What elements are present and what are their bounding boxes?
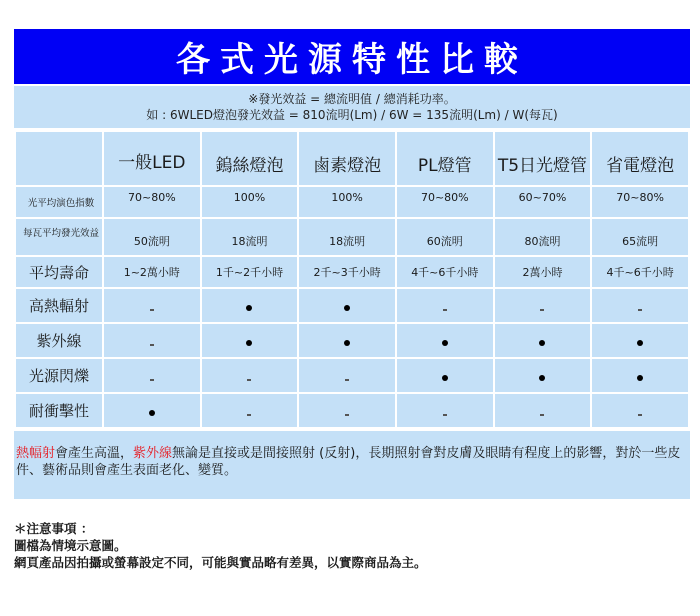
table-cell: 4千~6千小時 bbox=[396, 256, 494, 288]
table-cell: 65流明 bbox=[591, 218, 689, 256]
table-cell: 18流明 bbox=[298, 218, 396, 256]
mark-cell bbox=[298, 288, 396, 323]
mark-cell bbox=[494, 323, 592, 358]
table-cell: 60~70% bbox=[494, 186, 592, 218]
mark-cell bbox=[494, 393, 592, 428]
mark-cell bbox=[396, 358, 494, 393]
term-uv: 紫外線 bbox=[133, 446, 173, 461]
mark-cell bbox=[396, 323, 494, 358]
header-row bbox=[15, 131, 689, 186]
col-header-halogen: 鹵素燈泡 bbox=[298, 131, 396, 186]
table-cell: 2千~3千小時 bbox=[298, 256, 396, 288]
mark-cell bbox=[396, 288, 494, 323]
bullet-yes-icon bbox=[637, 375, 643, 381]
table-cell: 60流明 bbox=[396, 218, 494, 256]
table-row-uv bbox=[15, 323, 689, 358]
mark-cell bbox=[103, 393, 201, 428]
table-cell: 2萬小時 bbox=[494, 256, 592, 288]
row-label: 光源閃爍 bbox=[15, 358, 103, 393]
col-header-tungsten: 鎢絲燈泡 bbox=[201, 131, 299, 186]
disclaimer-notes bbox=[14, 520, 427, 571]
row-label: 紫外線 bbox=[15, 323, 103, 358]
formula-box bbox=[14, 86, 690, 128]
mark-cell bbox=[201, 393, 299, 428]
corner-cell bbox=[15, 131, 103, 186]
dash-no-icon bbox=[345, 379, 349, 381]
col-header-led: 一般LED bbox=[103, 131, 201, 186]
table-row-lifespan bbox=[15, 256, 689, 288]
row-label: 每瓦平均發光效益 bbox=[15, 218, 103, 256]
formula-definition: ※發光效益 = 總流明值 / 總消耗功率。 bbox=[248, 92, 456, 106]
bullet-yes-icon bbox=[442, 375, 448, 381]
mark-cell bbox=[201, 288, 299, 323]
col-header-t5-tube: T5日光燈管 bbox=[494, 131, 592, 186]
bullet-yes-icon bbox=[149, 410, 155, 416]
dash-no-icon bbox=[540, 309, 544, 311]
mark-cell bbox=[494, 288, 592, 323]
dash-no-icon bbox=[540, 414, 544, 416]
dash-no-icon bbox=[247, 414, 251, 416]
table-row-flicker bbox=[15, 358, 689, 393]
term-heat-radiation: 熱幅射 bbox=[16, 446, 56, 461]
mark-cell bbox=[591, 358, 689, 393]
table-cell: 50流明 bbox=[103, 218, 201, 256]
explanation-text-1: 會產生高溫， bbox=[55, 446, 134, 461]
comparison-sheet bbox=[14, 29, 690, 499]
table-cell: 100% bbox=[201, 186, 299, 218]
bullet-yes-icon bbox=[539, 340, 545, 346]
dash-no-icon bbox=[247, 379, 251, 381]
row-label: 平均壽命 bbox=[15, 256, 103, 288]
mark-cell bbox=[201, 323, 299, 358]
bullet-yes-icon bbox=[442, 340, 448, 346]
bullet-yes-icon bbox=[344, 340, 350, 346]
bullet-yes-icon bbox=[344, 305, 350, 311]
table-cell: 70~80% bbox=[103, 186, 201, 218]
mark-cell bbox=[201, 358, 299, 393]
explanation-text-2: 無論是直接或是間接照射 (反射)，長期照射會對皮膚及眼睛有程度上的影響，對於一些皮件、藝術品則會產生表面老化、變質。 bbox=[16, 446, 681, 478]
table-row-impact bbox=[15, 393, 689, 428]
explanation-box bbox=[14, 431, 690, 499]
table-cell: 18流明 bbox=[201, 218, 299, 256]
col-header-pl-tube: PL燈管 bbox=[396, 131, 494, 186]
bullet-yes-icon bbox=[637, 340, 643, 346]
formula-example: 如 : 6WLED燈泡發光效益 = 810流明(Lm) / 6W = 135流明(Lm) / W(每瓦) bbox=[146, 108, 558, 122]
mark-cell bbox=[103, 358, 201, 393]
dash-no-icon bbox=[443, 309, 447, 311]
table-row-cri bbox=[15, 186, 689, 218]
mark-cell bbox=[591, 393, 689, 428]
bullet-yes-icon bbox=[539, 375, 545, 381]
table-row-efficacy bbox=[15, 218, 689, 256]
dash-no-icon bbox=[150, 379, 154, 381]
mark-cell bbox=[298, 323, 396, 358]
mark-cell bbox=[396, 393, 494, 428]
notes-heading: ＊注意事項 ： bbox=[14, 521, 94, 536]
table-cell: 70~80% bbox=[396, 186, 494, 218]
table-row-heat bbox=[15, 288, 689, 323]
dash-no-icon bbox=[345, 414, 349, 416]
mark-cell bbox=[494, 358, 592, 393]
notes-line-1: 圖檔為情境示意圖。 bbox=[14, 538, 127, 553]
comparison-table bbox=[14, 130, 690, 429]
col-header-cfl: 省電燈泡 bbox=[591, 131, 689, 186]
table-cell: 1千~2千小時 bbox=[201, 256, 299, 288]
mark-cell bbox=[591, 288, 689, 323]
dash-no-icon bbox=[443, 414, 447, 416]
notes-line-2: 網頁產品因拍攝或螢幕設定不同，可能與實品略有差異，以實際商品為主。 bbox=[14, 555, 427, 570]
row-label: 耐衝擊性 bbox=[15, 393, 103, 428]
table-cell: 1~2萬小時 bbox=[103, 256, 201, 288]
mark-cell bbox=[591, 323, 689, 358]
bullet-yes-icon bbox=[246, 305, 252, 311]
mark-cell bbox=[298, 393, 396, 428]
row-label: 光平均演色指數 bbox=[15, 186, 103, 218]
dash-no-icon bbox=[638, 414, 642, 416]
dash-no-icon bbox=[150, 309, 154, 311]
page-title: 各式光源特性比較 bbox=[14, 29, 690, 84]
row-label: 高熱輻射 bbox=[15, 288, 103, 323]
mark-cell bbox=[298, 358, 396, 393]
bullet-yes-icon bbox=[246, 340, 252, 346]
mark-cell bbox=[103, 323, 201, 358]
table-cell: 80流明 bbox=[494, 218, 592, 256]
dash-no-icon bbox=[150, 344, 154, 346]
table-cell: 70~80% bbox=[591, 186, 689, 218]
table-cell: 100% bbox=[298, 186, 396, 218]
mark-cell bbox=[103, 288, 201, 323]
dash-no-icon bbox=[638, 309, 642, 311]
table-cell: 4千~6千小時 bbox=[591, 256, 689, 288]
